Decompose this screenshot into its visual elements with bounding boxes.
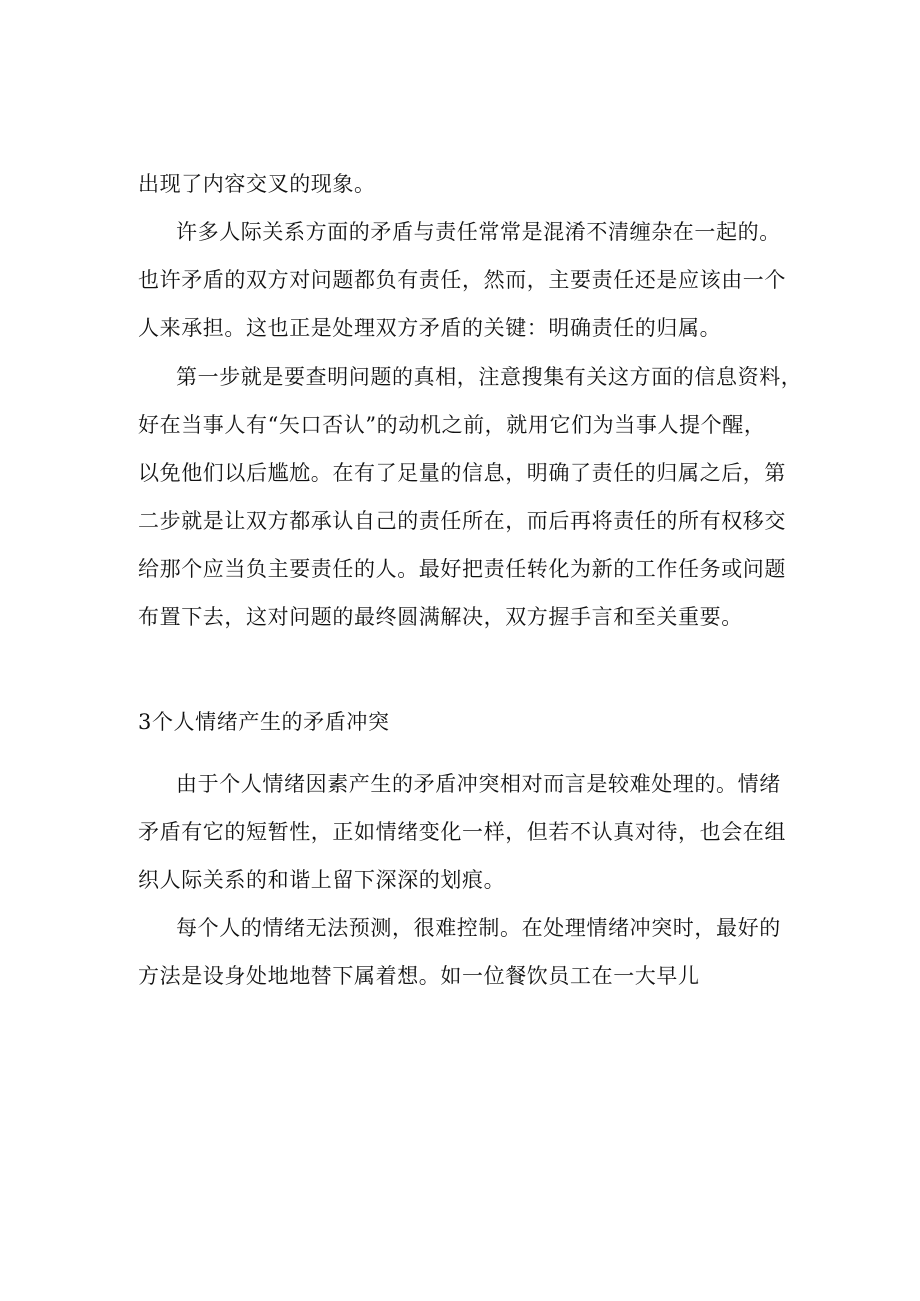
paragraph-2-line-1: 许多人际关系方面的矛盾与责任常常是混淆不清缠杂在一起的。 (176, 220, 781, 244)
paragraph-5-line-1: 每个人的情绪无法预测，很难控制。在处理情绪冲突时，最好的 (176, 916, 781, 940)
paragraph-3-line-3: 以免他们以后尴尬。在有了足量的信息，明确了责任的归属之后，第 (138, 461, 786, 485)
section-heading: 3个人情绪产生的矛盾冲突 (138, 710, 390, 734)
paragraph-3-line-6: 布置下去，这对问题的最终圆满解决，双方握手言和至关重要。 (138, 605, 743, 629)
paragraph-4-line-1: 由于个人情绪因素产生的矛盾冲突相对而言是较难处理的。情绪 (176, 772, 781, 796)
paragraph-3-line-4: 二步就是让双方都承认自己的责任所在，而后再将责任的所有权移交 (138, 509, 786, 533)
paragraph-3-line-5: 给那个应当负主要责任的人。最好把责任转化为新的工作任务或问题 (138, 557, 786, 581)
paragraph-continuation-line: 出现了内容交叉的现象。 (138, 172, 376, 196)
paragraph-3-line-1: 第一步就是要查明问题的真相，注意搜集有关这方面的信息资料， (176, 365, 803, 389)
paragraph-2-line-3: 人来承担。这也正是处理双方矛盾的关键：明确责任的归属。 (138, 316, 722, 340)
paragraph-3-line-2: 好在当事人有“矢口否认”的动机之前，就用它们为当事人提个醒， (138, 413, 766, 437)
paragraph-5-line-2: 方法是设身处地地替下属着想。如一位餐饮员工在一大早儿 (138, 964, 700, 988)
paragraph-4-line-2: 矛盾有它的短暂性，正如情绪变化一样，但若不认真对待，也会在组 (138, 820, 786, 844)
paragraph-2-line-2: 也许矛盾的双方对问题都负有责任，然而，主要责任还是应该由一个 (138, 268, 786, 292)
paragraph-4-line-3: 织人际关系的和谐上留下深深的划痕。 (138, 868, 506, 892)
